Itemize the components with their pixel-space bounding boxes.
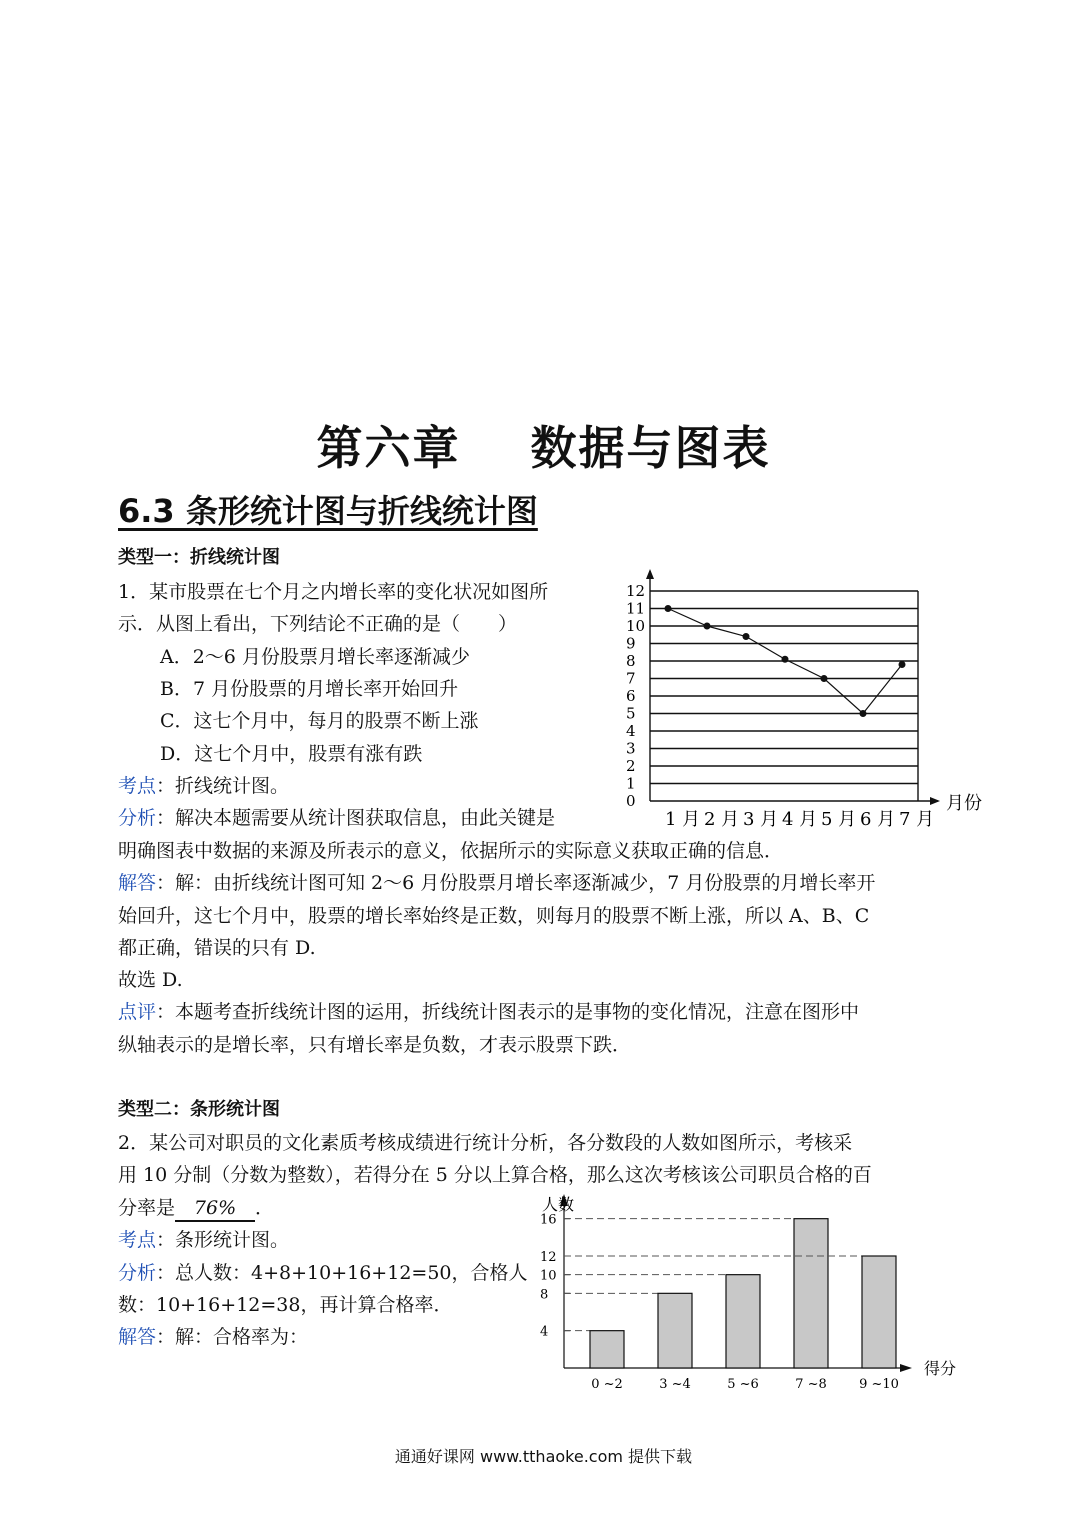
y-tick-label: 10 [626, 617, 646, 635]
q2-line3 [118, 1196, 274, 1222]
q1-jieda [118, 871, 875, 895]
x-tick-label: 0 ~2 [591, 1377, 623, 1392]
footer: 通通好课网 www.tthaoke.com 提供下载 [394, 1447, 693, 1466]
q2-line2: 用 10 分制（分数为整数），若得分在 5 分以上算合格，那么这次考核该公司职员合格的百 [118, 1164, 872, 1186]
data-point [899, 661, 906, 668]
q2-answer: 76% [175, 1196, 255, 1222]
section-title: 6.3 条形统计图与折线统计图 [118, 492, 538, 530]
x-axis-label: 得分 [924, 1359, 957, 1378]
dianping-text: ：本题考查折线统计图的运用，折线统计图表示的是事物的变化情况，注意在图形中 [156, 1001, 860, 1023]
y-tick-label: 6 [626, 687, 636, 705]
jieda-text: ：解：由折线统计图可知 2～6 月份股票月增长率逐渐减少，7 月份股票的月增长率开 [156, 872, 876, 894]
y-tick-label: 11 [626, 599, 646, 618]
x-tick-label: 4 月 [782, 809, 818, 830]
y-tick-label: 0 [626, 792, 636, 810]
type2-heading: 类型二：条形统计图 [118, 1099, 280, 1120]
dianping-label: 点评 [118, 1001, 157, 1023]
bar [726, 1275, 760, 1368]
chapter-name: 数据与图表 [530, 421, 771, 475]
x-tick-label: 6 月 [860, 809, 896, 830]
q1-option-a: A．2～6 月份股票月增长率逐渐减少 [160, 646, 470, 668]
data-point [821, 675, 828, 682]
y-tick-label: 5 [626, 704, 636, 723]
q1-dianping [118, 1000, 859, 1024]
q1-jieda-line2: 始回升，这七个月中，股票的增长率始终是正数，则每月的股票不断上涨，所以 A、B、C [118, 905, 870, 927]
q2-line3-prefix: 分率是 [118, 1197, 176, 1219]
y-tick-label: 16 [540, 1212, 557, 1228]
bar [794, 1219, 828, 1368]
y-tick-label: 8 [540, 1287, 549, 1303]
jieda-label-2: 解答 [118, 1326, 157, 1348]
q1-option-d: D．这七个月中，股票有涨有跌 [160, 743, 423, 765]
y-tick-label: 12 [540, 1250, 557, 1265]
x-axis-label: 月份 [946, 793, 982, 814]
data-point [743, 633, 750, 640]
q2-kaodian [118, 1228, 289, 1252]
kaodian-text-2: ：条形统计图。 [156, 1229, 290, 1251]
chapter-title [0, 412, 1087, 478]
bar [590, 1331, 624, 1368]
x-axis-arrow [900, 1364, 912, 1372]
q2-fenxi [118, 1261, 528, 1285]
q1-line2: 示．从图上看出，下列结论不正确的是（ ） [118, 613, 518, 635]
q2-fenxi-line2: 数：10+16+12=38，再计算合格率． [118, 1294, 453, 1316]
fenxi-text: ：解决本题需要从统计图获取信息，由此关键是 [156, 807, 556, 829]
fenxi-text-2: ：总人数：4+8+10+16+12=50，合格人 [156, 1262, 528, 1284]
y-tick-label: 10 [540, 1268, 557, 1284]
q2-jieda [118, 1325, 308, 1349]
q1-line1: 1．某市股票在七个月之内增长率的变化状况如图所 [118, 581, 549, 603]
q1-option-c: C．这七个月中，每月的股票不断上涨 [160, 710, 479, 732]
x-tick-label: 3 月 [743, 809, 779, 830]
y-tick-label: 9 [626, 634, 636, 653]
y-tick-label: 2 [626, 757, 636, 775]
y-tick-label: 1 [626, 774, 636, 793]
y-axis-arrow [646, 569, 654, 579]
y-tick-label: 12 [626, 582, 646, 600]
x-tick-label: 7 月 [899, 809, 935, 830]
bar [658, 1293, 692, 1368]
q2-line3-suffix: ． [255, 1197, 275, 1219]
kaodian-text: ：折线统计图。 [156, 775, 290, 797]
chapter-number: 第六章 [316, 421, 461, 475]
q2-line1: 2．某公司对职员的文化素质考核成绩进行统计分析，各分数段的人数如图所示，考核采 [118, 1132, 853, 1154]
y-axis-label: 人数 [542, 1195, 575, 1214]
q1-fenxi-line2: 明确图表中数据的来源及所表示的意义，依据所示的实际意义获取正确的信息． [118, 840, 784, 862]
type1-heading: 类型一：折线统计图 [118, 547, 280, 568]
q1-fenxi [118, 806, 555, 830]
data-point [782, 656, 789, 663]
line-chart [620, 565, 1000, 833]
x-axis-arrow [930, 797, 940, 805]
fenxi-label-2: 分析 [118, 1262, 157, 1284]
fenxi-label: 分析 [118, 807, 157, 829]
y-tick-label: 7 [626, 669, 636, 688]
bar-chart [520, 1188, 970, 1400]
x-tick-label: 3 ~4 [659, 1377, 691, 1392]
q1-jieda-line4: 故选 D. [118, 969, 183, 991]
x-tick-label: 7 ~8 [795, 1377, 827, 1392]
data-point [665, 605, 672, 612]
jieda-text-2: ：解：合格率为： [156, 1326, 309, 1348]
data-point [704, 623, 711, 630]
x-tick-label: 9 ~10 [859, 1377, 899, 1392]
kaodian-label-2: 考点 [118, 1229, 157, 1251]
q1-dianping-line2: 纵轴表示的是增长率，只有增长率是负数，才表示股票下跌． [118, 1034, 632, 1056]
kaodian-label: 考点 [118, 775, 157, 797]
y-tick-label: 3 [626, 739, 636, 758]
x-tick-label: 2 月 [704, 809, 740, 830]
q1-jieda-line3: 都正确，错误的只有 D. [118, 937, 316, 959]
x-tick-label: 5 月 [821, 809, 857, 830]
data-point [860, 710, 867, 717]
y-tick-label: 4 [626, 722, 636, 740]
q1-kaodian [118, 774, 289, 798]
y-tick-label: 8 [626, 652, 636, 670]
x-tick-label: 5 ~6 [727, 1377, 759, 1392]
jieda-label: 解答 [118, 872, 157, 894]
x-tick-label: 1 月 [665, 809, 701, 830]
bar [862, 1256, 896, 1368]
y-tick-label: 4 [540, 1324, 549, 1340]
q1-option-b: B．7 月份股票的月增长率开始回升 [160, 678, 459, 700]
